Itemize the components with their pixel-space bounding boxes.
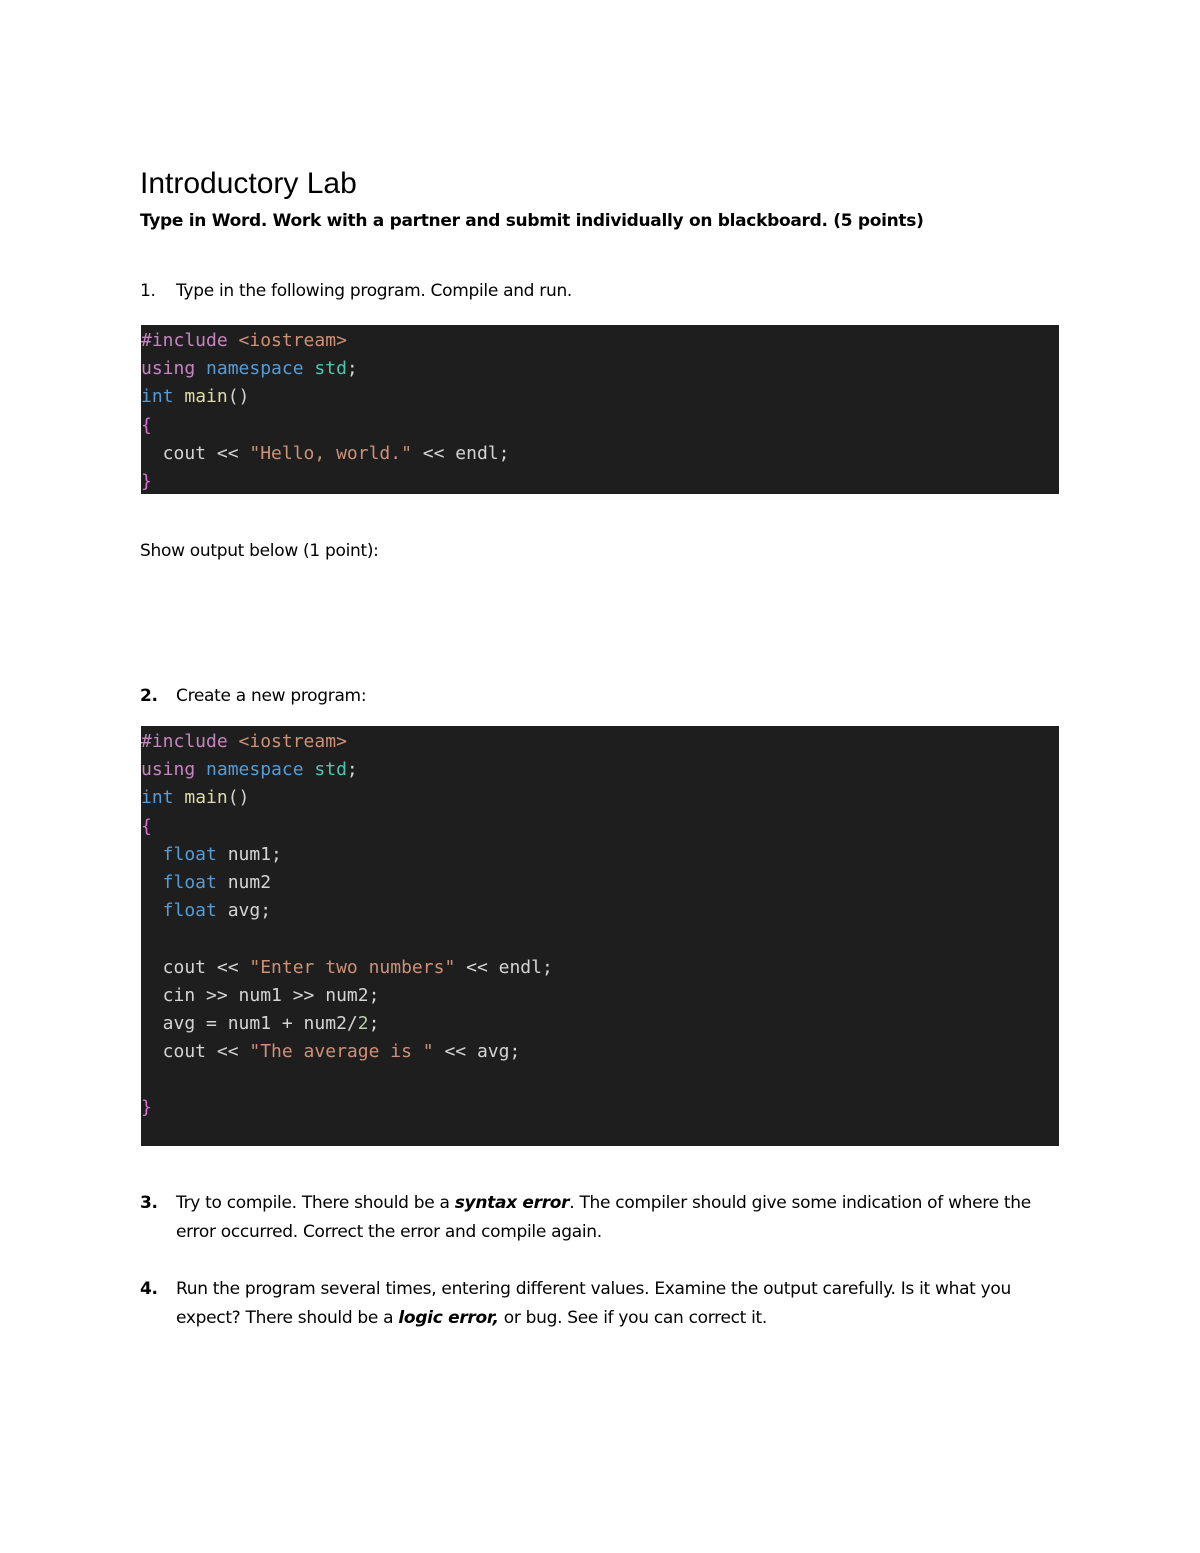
code-line: cout << "Hello, world." << endl; <box>141 442 510 464</box>
code-line: cin >> num1 >> num2; <box>141 984 380 1006</box>
output-prompt: Show output below (1 point): <box>140 541 379 561</box>
code-line: #include <iostream> <box>141 731 347 752</box>
code-line: int main() <box>141 386 250 408</box>
code-line: #include <iostream> <box>141 330 347 351</box>
code-line: } <box>141 470 152 492</box>
code-line: } <box>141 1097 152 1119</box>
code-line <box>141 925 1059 953</box>
page-subtitle: Type in Word. Work with a partner and submit individually on blackboard. (5 points) <box>140 211 924 231</box>
code-line: float num2 <box>141 871 272 893</box>
step-2 <box>140 682 1060 711</box>
step-4-number: 4. <box>140 1279 158 1299</box>
step-4-text: Run the program several times, entering different values. Examine the output carefully. Is it what you expect? There should be a logic error, or bug. See if you can correct it. <box>176 1279 1011 1328</box>
code-line: { <box>141 414 152 436</box>
code-line <box>141 1066 1059 1094</box>
code-line: int main() <box>141 787 250 809</box>
code-line: { <box>141 815 152 837</box>
page-title: Introductory Lab <box>140 167 357 200</box>
code-line: using namespace std; <box>141 759 358 781</box>
code-line: avg = num1 + num2/2; <box>141 1012 380 1034</box>
code-block-2 <box>141 726 1059 1146</box>
step-1-text: Type in the following program. Compile and run. <box>176 281 573 301</box>
code-line: float avg; <box>141 900 272 922</box>
step-1 <box>140 277 1060 306</box>
step-3 <box>140 1189 1060 1247</box>
step-4 <box>140 1275 1060 1333</box>
code-line: cout << "The average is " << avg; <box>141 1041 521 1063</box>
syntax-error-emphasis: syntax error <box>454 1193 570 1213</box>
code-line: using namespace std; <box>141 358 358 380</box>
code-block-1 <box>141 325 1059 494</box>
step-2-text: Create a new program: <box>176 686 367 706</box>
step-2-number: 2. <box>140 686 158 706</box>
step-3-number: 3. <box>140 1193 158 1213</box>
step-3-text: Try to compile. There should be a syntax error. The compiler should give some indication of where the error occurred. Correct the error and compile again. <box>176 1193 1031 1242</box>
code-line: float num1; <box>141 843 282 865</box>
code-line: cout << "Enter two numbers" << endl; <box>141 956 553 978</box>
logic-error-emphasis: logic error, <box>398 1308 499 1328</box>
step-1-number: 1. <box>140 281 156 301</box>
